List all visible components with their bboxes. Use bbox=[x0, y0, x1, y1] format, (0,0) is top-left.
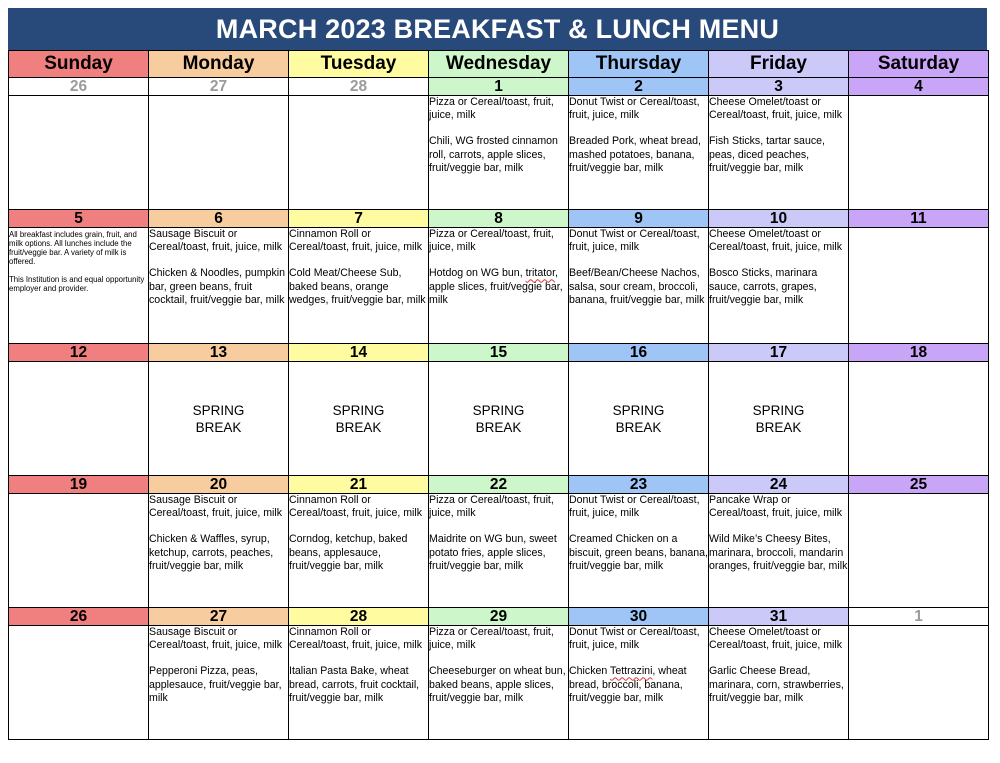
date-number: 24 bbox=[709, 476, 849, 494]
menu-note-text: All breakfast includes grain, fruit, and milk options. All lunches include the fruit/veggie bar. A variety of milk is offered. bbox=[9, 230, 137, 266]
lunch-text: Chicken & Waffles, syrup, ketchup, carrots, peaches, fruit/veggie bar, milk bbox=[149, 533, 274, 572]
date-number: 30 bbox=[569, 608, 709, 626]
menu-row bbox=[9, 228, 989, 344]
menu-cell bbox=[569, 96, 709, 210]
date-number: 19 bbox=[9, 476, 149, 494]
date-number: 15 bbox=[429, 344, 569, 362]
menu-calendar bbox=[8, 50, 988, 750]
breakfast-text: Sausage Biscuit or Cereal/toast, fruit, juice, milk bbox=[149, 228, 283, 254]
menu-cell bbox=[289, 494, 429, 608]
date-row bbox=[9, 210, 989, 228]
date-number: 31 bbox=[709, 608, 849, 626]
menu-cell bbox=[709, 96, 849, 210]
date-number: 27 bbox=[149, 78, 289, 96]
day-header-thursday: Thursday bbox=[569, 51, 709, 78]
menu-cell bbox=[289, 626, 429, 740]
lunch-text-misspelled: tritator bbox=[525, 267, 556, 280]
menu-row bbox=[9, 96, 989, 210]
menu-cell bbox=[849, 362, 989, 476]
menu-cell bbox=[709, 228, 849, 344]
date-number: 4 bbox=[849, 78, 989, 96]
date-number: 21 bbox=[289, 476, 429, 494]
menu-cell bbox=[429, 494, 569, 608]
menu-cell bbox=[849, 626, 989, 740]
menu-cell bbox=[149, 228, 289, 344]
breakfast-text: Sausage Biscuit or Cereal/toast, fruit, juice, milk bbox=[149, 626, 283, 652]
breakfast-text: Cinnamon Roll or Cereal/toast, fruit, juice, milk bbox=[289, 494, 423, 520]
breakfast-text: Pizza or Cereal/toast, fruit, juice, milk bbox=[429, 228, 554, 254]
spring-break-cell bbox=[149, 362, 289, 476]
menu-cell bbox=[289, 228, 429, 344]
date-number: 23 bbox=[569, 476, 709, 494]
date-number: 3 bbox=[709, 78, 849, 96]
menu-cell bbox=[709, 494, 849, 608]
breakfast-text: Pizza or Cereal/toast, fruit, juice, milk bbox=[429, 96, 554, 122]
menu-cell bbox=[9, 494, 149, 608]
lunch-text: Cheeseburger on wheat bun, baked beans, apple slices, fruit/veggie bar, milk bbox=[429, 665, 566, 704]
date-number: 12 bbox=[9, 344, 149, 362]
breakfast-text: Pizza or Cereal/toast, fruit, juice, milk bbox=[429, 494, 554, 520]
menu-cell bbox=[9, 626, 149, 740]
lunch-text: Fish Sticks, tartar sauce, peas, diced peaches, fruit/veggie bar, milk bbox=[709, 135, 825, 174]
spring-break-cell bbox=[429, 362, 569, 476]
date-number: 28 bbox=[289, 78, 429, 96]
menu-cell bbox=[429, 228, 569, 344]
lunch-text bbox=[569, 665, 708, 705]
menu-cell bbox=[149, 626, 289, 740]
menu-cell bbox=[569, 228, 709, 344]
date-number: 6 bbox=[149, 210, 289, 228]
lunch-text: Breaded Pork, wheat bread, mashed potatoes, banana, fruit/veggie bar, milk bbox=[569, 135, 701, 174]
breakfast-text: Pizza or Cereal/toast, fruit, juice, milk bbox=[429, 626, 554, 652]
lunch-text: Chili, WG frosted cinnamon roll, carrots, apple slices, fruit/veggie bar, milk bbox=[429, 135, 558, 174]
lunch-text-part: Hotdog on WG bun, bbox=[429, 267, 526, 280]
menu-row bbox=[9, 362, 989, 476]
spring-break-line1: SPRING bbox=[752, 402, 805, 418]
date-number: 2 bbox=[569, 78, 709, 96]
spring-break-line2: BREAK bbox=[755, 419, 802, 435]
date-number: 1 bbox=[849, 608, 989, 626]
date-number: 16 bbox=[569, 344, 709, 362]
date-number: 10 bbox=[709, 210, 849, 228]
date-number: 26 bbox=[9, 608, 149, 626]
menu-cell bbox=[149, 494, 289, 608]
breakfast-text: Cinnamon Roll or Cereal/toast, fruit, juice, milk bbox=[289, 228, 423, 254]
date-row bbox=[9, 344, 989, 362]
day-header-row bbox=[9, 51, 989, 78]
menu-cell bbox=[709, 626, 849, 740]
date-number: 18 bbox=[849, 344, 989, 362]
menu-cell bbox=[569, 626, 709, 740]
menu-note bbox=[9, 228, 149, 344]
breakfast-text: Pancake Wrap or Cereal/toast, fruit, juice, milk bbox=[709, 494, 843, 520]
day-header-wednesday: Wednesday bbox=[429, 51, 569, 78]
date-number: 9 bbox=[569, 210, 709, 228]
breakfast-text: Cheese Omelet/toast or Cereal/toast, fruit, juice, milk bbox=[709, 96, 843, 122]
breakfast-text: Donut Twist or Cereal/toast, fruit, juice, milk bbox=[569, 228, 700, 254]
spring-break-line1: SPRING bbox=[192, 402, 245, 418]
breakfast-text: Cheese Omelet/toast or Cereal/toast, fruit, juice, milk bbox=[709, 626, 843, 652]
lunch-text: Chicken & Noodles, pumpkin bar, green beans, fruit cocktail, fruit/veggie bar, milk bbox=[149, 267, 286, 306]
date-number: 13 bbox=[149, 344, 289, 362]
spring-break-line1: SPRING bbox=[332, 402, 385, 418]
spring-break-line2: BREAK bbox=[475, 419, 522, 435]
spring-break-line1: SPRING bbox=[472, 402, 525, 418]
date-row bbox=[9, 608, 989, 626]
day-header-monday: Monday bbox=[149, 51, 289, 78]
lunch-text-misspelled: Tettrazini bbox=[610, 665, 653, 678]
menu-cell bbox=[849, 228, 989, 344]
breakfast-text: Donut Twist or Cereal/toast, fruit, juice, milk bbox=[569, 96, 700, 122]
lunch-text: Corndog, ketchup, baked beans, applesauce, fruit/veggie bar, milk bbox=[289, 533, 408, 572]
date-row bbox=[9, 78, 989, 96]
calendar-grid bbox=[8, 50, 989, 740]
spring-break-cell bbox=[569, 362, 709, 476]
menu-title: MARCH 2023 BREAKFAST & LUNCH MENU bbox=[8, 8, 987, 50]
menu-row bbox=[9, 626, 989, 740]
lunch-text: Creamed Chicken on a biscuit, green beans, banana, fruit/veggie bar, milk bbox=[569, 533, 708, 572]
breakfast-text: Sausage Biscuit or Cereal/toast, fruit, juice, milk bbox=[149, 494, 283, 520]
menu-cell bbox=[569, 494, 709, 608]
lunch-text-part: Chicken bbox=[569, 665, 611, 678]
breakfast-text: Donut Twist or Cereal/toast, fruit, juice, milk bbox=[569, 626, 700, 652]
date-number: 7 bbox=[289, 210, 429, 228]
menu-cell bbox=[849, 494, 989, 608]
date-number: 27 bbox=[149, 608, 289, 626]
lunch-text-part: , apple slices, fruit/veggie bar, milk bbox=[429, 267, 563, 306]
date-number: 26 bbox=[9, 78, 149, 96]
menu-cell bbox=[289, 96, 429, 210]
spring-break-line2: BREAK bbox=[615, 419, 662, 435]
date-number: 14 bbox=[289, 344, 429, 362]
date-number: 11 bbox=[849, 210, 989, 228]
day-header-sunday: Sunday bbox=[9, 51, 149, 78]
menu-cell bbox=[429, 96, 569, 210]
breakfast-text: Cinnamon Roll or Cereal/toast, fruit, juice, milk bbox=[289, 626, 423, 652]
date-number: 20 bbox=[149, 476, 289, 494]
menu-row bbox=[9, 494, 989, 608]
lunch-text: Bosco Sticks, marinara sauce, carrots, grapes, fruit/veggie bar, milk bbox=[709, 267, 818, 306]
lunch-text: Wild Mike’s Cheesy Bites, marinara, broccoli, mandarin oranges, fruit/veggie bar, milk bbox=[709, 533, 848, 572]
lunch-text-part: , wheat bread, broccoli, banana, fruit/veggie bar, milk bbox=[569, 665, 687, 704]
spring-break-cell bbox=[709, 362, 849, 476]
date-row bbox=[9, 476, 989, 494]
menu-cell bbox=[429, 626, 569, 740]
date-number: 28 bbox=[289, 608, 429, 626]
menu-cell bbox=[149, 96, 289, 210]
spring-break-line2: BREAK bbox=[335, 419, 382, 435]
menu-cell bbox=[9, 96, 149, 210]
day-header-friday: Friday bbox=[709, 51, 849, 78]
lunch-text: Garlic Cheese Bread, marinara, corn, strawberries, fruit/veggie bar, milk bbox=[709, 665, 844, 704]
menu-cell bbox=[9, 362, 149, 476]
breakfast-text: Donut Twist or Cereal/toast, fruit, juice, milk bbox=[569, 494, 700, 520]
spring-break-line1: SPRING bbox=[612, 402, 665, 418]
equal-opportunity-text: This Institution is and equal opportunity employer and provider. bbox=[9, 275, 145, 293]
date-number: 8 bbox=[429, 210, 569, 228]
lunch-text: Italian Pasta Bake, wheat bread, carrots, fruit cocktail, fruit/veggie bar, milk bbox=[289, 665, 420, 704]
lunch-text: Pepperoni Pizza, peas, applesauce, fruit/veggie bar, milk bbox=[149, 665, 282, 704]
menu-cell bbox=[849, 96, 989, 210]
spring-break-cell bbox=[289, 362, 429, 476]
date-number: 29 bbox=[429, 608, 569, 626]
date-number: 5 bbox=[9, 210, 149, 228]
date-number: 25 bbox=[849, 476, 989, 494]
lunch-text: Cold Meat/Cheese Sub, baked beans, orange wedges, fruit/veggie bar, milk bbox=[289, 267, 426, 306]
date-number: 22 bbox=[429, 476, 569, 494]
breakfast-text: Cheese Omelet/toast or Cereal/toast, fruit, juice, milk bbox=[709, 228, 843, 254]
date-number: 17 bbox=[709, 344, 849, 362]
lunch-text bbox=[429, 267, 568, 307]
lunch-text: Maidrite on WG bun, sweet potato fries, apple slices, fruit/veggie bar, milk bbox=[429, 533, 557, 572]
date-number: 1 bbox=[429, 78, 569, 96]
spring-break-line2: BREAK bbox=[195, 419, 242, 435]
day-header-saturday: Saturday bbox=[849, 51, 989, 78]
day-header-tuesday: Tuesday bbox=[289, 51, 429, 78]
lunch-text: Beef/Bean/Cheese Nachos, salsa, sour cream, broccoli, banana, fruit/veggie bar, milk bbox=[569, 267, 705, 306]
